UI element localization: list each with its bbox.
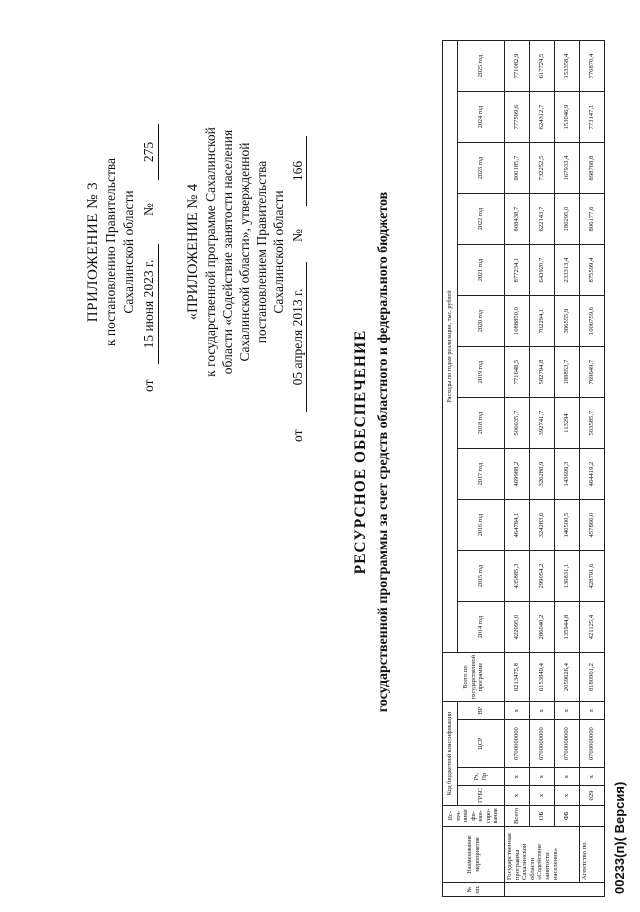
rzpr-cell: х bbox=[555, 768, 580, 786]
program-appendix-line-3: Сахалинской области», утвержденной bbox=[237, 142, 252, 362]
table-row bbox=[505, 41, 530, 897]
header-year: 2023 год bbox=[458, 143, 505, 194]
source-cell: ФБ bbox=[555, 805, 580, 826]
header-year: 2016 год bbox=[458, 500, 505, 551]
agency-name-cell: Агентство по bbox=[580, 827, 605, 883]
header-year: 2014 год bbox=[458, 602, 505, 653]
appendix-number-sign: № bbox=[141, 203, 156, 216]
vr-cell: х bbox=[505, 702, 530, 720]
document-subtitle: государственной программы за счет средств областного и федерального бюджетов bbox=[376, 191, 391, 713]
value-cell: 143699,3 bbox=[555, 449, 580, 500]
program-name-cell: Государственная программа Сахалинской области «Содействие занятости населения» bbox=[505, 827, 580, 883]
header-year: 2022 год bbox=[458, 194, 505, 245]
header-grbs: ГРБС bbox=[458, 786, 505, 806]
value-cell: 1006759,6 bbox=[580, 296, 605, 347]
value-cell: 773147,1 bbox=[580, 92, 605, 143]
value-cell: 167933,4 bbox=[555, 143, 580, 194]
vr-cell: х bbox=[530, 702, 555, 720]
header-year: 2018 год bbox=[458, 398, 505, 449]
value-cell: 299054,2 bbox=[530, 551, 555, 602]
source-cell: ОБ bbox=[530, 805, 555, 826]
appendix-date-row bbox=[138, 62, 158, 442]
table-row bbox=[555, 41, 580, 897]
total-cell: 8180901,2 bbox=[580, 653, 605, 702]
header-years-group: Расходы по годам реализации, тыс. рублей bbox=[443, 41, 458, 653]
value-cell: 617724,5 bbox=[530, 41, 555, 92]
header-year: 2015 год bbox=[458, 551, 505, 602]
value-cell: 771082,9 bbox=[505, 41, 530, 92]
value-cell: 770870,4 bbox=[580, 41, 605, 92]
grbs-cell: х bbox=[530, 786, 555, 806]
value-cell: 136831,1 bbox=[555, 551, 580, 602]
value-cell: 771648,5 bbox=[505, 347, 530, 398]
header-year: 2025 год bbox=[458, 41, 505, 92]
value-cell: 622143,7 bbox=[530, 194, 555, 245]
value-cell: 732252,5 bbox=[530, 143, 555, 194]
vr-cell: х bbox=[580, 702, 605, 720]
header-budget-classification: Код бюджетной классификации bbox=[443, 702, 458, 806]
value-cell: 140500,5 bbox=[555, 500, 580, 551]
table-row bbox=[530, 41, 555, 897]
value-cell: 582794,8 bbox=[530, 347, 555, 398]
appendix-date: 15 июня 2023 г. bbox=[140, 244, 159, 364]
value-cell: 469988,2 bbox=[505, 449, 530, 500]
header-year: 2020 год bbox=[458, 296, 505, 347]
program-appendix-header bbox=[185, 62, 307, 442]
value-cell: 777599,6 bbox=[505, 92, 530, 143]
value-cell: 233313,4 bbox=[555, 245, 580, 296]
csr-cell: 0700000000 bbox=[555, 720, 580, 768]
header-year: 2019 год bbox=[458, 347, 505, 398]
resource-table bbox=[442, 40, 605, 897]
header-vr: ВР bbox=[458, 702, 505, 720]
appendix-number: 275 bbox=[140, 124, 159, 180]
value-cell: 286040,2 bbox=[530, 602, 555, 653]
value-cell: 506035,7 bbox=[505, 398, 530, 449]
rzpr-cell: х bbox=[580, 768, 605, 786]
value-cell: 392741,7 bbox=[530, 398, 555, 449]
program-appendix-title: «ПРИЛОЖЕНИЕ № 4 bbox=[185, 183, 201, 321]
value-cell: 324283,6 bbox=[530, 500, 555, 551]
document-code: 00233(п)( Версия) bbox=[612, 781, 627, 894]
program-appendix-number: 166 bbox=[289, 136, 307, 206]
rzpr-cell: х bbox=[505, 768, 530, 786]
vr-cell: х bbox=[555, 702, 580, 720]
program-appendix-line-1: к государственной программе Сахалинской bbox=[203, 127, 218, 377]
value-cell: 464784,1 bbox=[505, 500, 530, 551]
grbs-cell: х bbox=[505, 786, 530, 806]
header-funding-source: Ис-точ-ники фи-нан-сиро-вания bbox=[443, 805, 505, 826]
program-appendix-line-2: области «Содействие занятости населения bbox=[220, 129, 235, 375]
value-cell: 188853,7 bbox=[555, 347, 580, 398]
value-cell: 435885,3 bbox=[505, 551, 530, 602]
header-number: № пп. bbox=[443, 883, 505, 897]
value-cell: 464419,2 bbox=[580, 449, 605, 500]
value-cell: 503585,7 bbox=[580, 398, 605, 449]
value-cell: 186295,0 bbox=[555, 194, 580, 245]
document-title: РЕСУРСНОЕ ОБЕСПЕЧЕНИЕ bbox=[352, 329, 369, 575]
value-cell: 457866,0 bbox=[580, 500, 605, 551]
header-year: 2021 год bbox=[458, 245, 505, 296]
value-cell: 877234,1 bbox=[505, 245, 530, 296]
value-cell: 898768,8 bbox=[580, 143, 605, 194]
csr-cell: 0700000000 bbox=[505, 720, 530, 768]
program-appendix-line-4: постановлением Правительства bbox=[254, 160, 269, 344]
total-cell: 2059626,4 bbox=[555, 653, 580, 702]
row-number-cell bbox=[505, 883, 605, 897]
value-cell: 900185,7 bbox=[505, 143, 530, 194]
table-row bbox=[580, 41, 605, 897]
value-cell: 1088850,0 bbox=[505, 296, 530, 347]
source-cell: Всего bbox=[505, 805, 530, 826]
header-program-total: Всего по государственной программе bbox=[443, 653, 505, 702]
program-appendix-ot-label: от bbox=[290, 429, 305, 442]
grbs-cell: 029 bbox=[580, 786, 605, 806]
value-cell: 624312,7 bbox=[530, 92, 555, 143]
value-cell: 113294 bbox=[555, 398, 580, 449]
header-activity-name: Наименование мероприятия bbox=[443, 827, 505, 883]
csr-cell: 0700000000 bbox=[530, 720, 555, 768]
rzpr-cell: х bbox=[530, 768, 555, 786]
value-cell: 769649,7 bbox=[580, 347, 605, 398]
value-cell: 153358,4 bbox=[555, 41, 580, 92]
appendix-title: ПРИЛОЖЕНИЕ № 3 bbox=[85, 181, 101, 323]
grbs-cell: х bbox=[555, 786, 580, 806]
value-cell: 643920,7 bbox=[530, 245, 555, 296]
value-cell: 808438,7 bbox=[505, 194, 530, 245]
total-cell: 6153849,4 bbox=[530, 653, 555, 702]
value-cell: 153046,9 bbox=[555, 92, 580, 143]
program-appendix-number-sign: № bbox=[290, 229, 305, 242]
appendix-line-2: Сахалинской области bbox=[121, 190, 136, 314]
value-cell: 386555,9 bbox=[555, 296, 580, 347]
source-cell bbox=[580, 805, 605, 826]
total-cell: 8213475,8 bbox=[505, 653, 530, 702]
header-year: 2017 год bbox=[458, 449, 505, 500]
csr-cell: 0700000000 bbox=[580, 720, 605, 768]
value-cell: 806177,6 bbox=[580, 194, 605, 245]
program-appendix-date: 05 апреля 2013 г. bbox=[289, 262, 307, 412]
value-cell: 428791,6 bbox=[580, 551, 605, 602]
appendix-header bbox=[84, 62, 158, 442]
value-cell: 326286,9 bbox=[530, 449, 555, 500]
value-cell: 422095,0 bbox=[505, 602, 530, 653]
header-csr: ЦСР bbox=[458, 720, 505, 768]
header-rzpr: Рз, Пр bbox=[458, 768, 505, 786]
value-cell: 875599,4 bbox=[580, 245, 605, 296]
program-appendix-line-5: Сахалинской области bbox=[271, 190, 286, 314]
appendix-ot-label: от bbox=[141, 379, 156, 392]
value-cell: 421125,4 bbox=[580, 602, 605, 653]
header-year: 2024 год bbox=[458, 92, 505, 143]
value-cell: 702294,1 bbox=[530, 296, 555, 347]
program-appendix-date-row bbox=[287, 62, 307, 442]
appendix-line-1: к постановлению Правительства bbox=[103, 157, 118, 347]
value-cell: 135944,8 bbox=[555, 602, 580, 653]
